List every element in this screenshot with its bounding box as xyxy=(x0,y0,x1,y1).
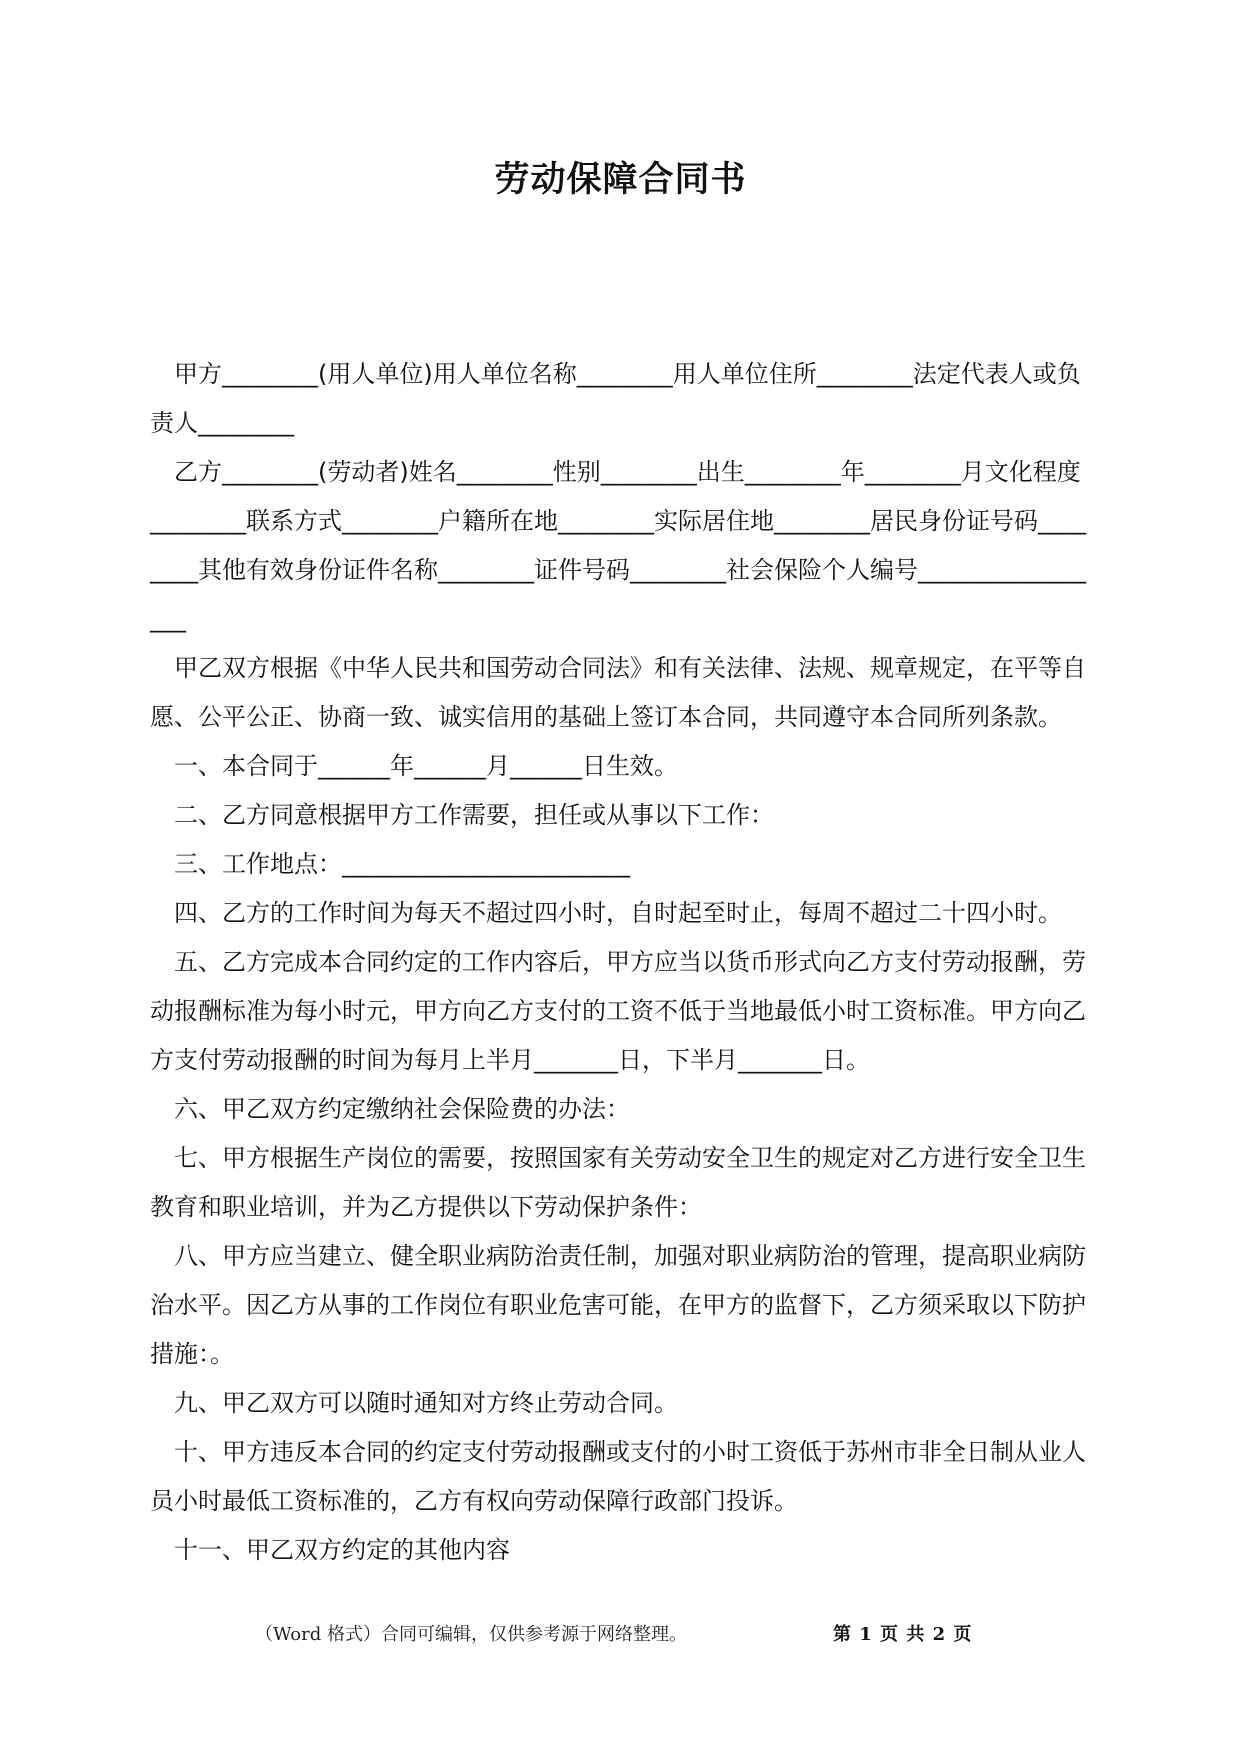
clause-5-pay: 五、乙方完成本合同约定的工作内容后，甲方应当以货币形式向乙方支付劳动报酬，劳动报酬标准为每小时元，甲方向乙方支付的工资不低于当地最低小时工资标准。甲方向乙方支付劳动报酬的时间为每月上半月_______日，下半月_______日。 xyxy=(150,948,1086,1074)
clause-11-other: 十一、甲乙双方约定的其他内容 xyxy=(174,1536,510,1564)
clause-8-occupational-disease: 八、甲方应当建立、健全职业病防治责任制，加强对职业病防治的管理，提高职业病防治水平。因乙方从事的工作岗位有职业危害可能，在甲方的监督下，乙方须采取以下防护措施：。 xyxy=(150,1242,1086,1368)
clause-10-complaint: 十、甲方违反本合同的约定支付劳动报酬或支付的小时工资低于苏州市非全日制从业人员小时最低工资标准的，乙方有权向劳动保障行政部门投诉。 xyxy=(150,1438,1086,1515)
clause-7-safety: 七、甲方根据生产岗位的需要，按照国家有关劳动安全卫生的规定对乙方进行安全卫生教育和职业培训，并为乙方提供以下劳动保护条件： xyxy=(150,1144,1086,1221)
page-footer xyxy=(0,1620,1241,1650)
clause-9-termination: 九、甲乙双方可以随时通知对方终止劳动合同。 xyxy=(174,1389,678,1417)
clause-1-effective-date: 一、本合同于______年______月______日生效。 xyxy=(174,752,678,780)
clause-6-insurance: 六、甲乙双方约定缴纳社会保险费的办法： xyxy=(174,1095,630,1123)
page-number: 第 1 页 共 2 页 xyxy=(833,1624,973,1645)
paragraph-party-a: 甲方________(用人单位)用人单位名称________用人单位住所________法定代表人或负责人________ xyxy=(150,360,1081,437)
paragraph-party-b: 乙方________(劳动者)姓名________性别________出生________年________月文化程度________联系方式________户籍所在地________实际居住地________居民身份证号码________其他有效身份证件名称________证件号码________社会保险个人编号_________________ xyxy=(150,458,1086,633)
footer-note: （Word 格式）合同可编辑，仅供参考源于网络整理。 xyxy=(255,1624,687,1645)
paragraph-preamble: 甲乙双方根据《中华人民共和国劳动合同法》和有关法律、法规、规章规定，在平等自愿、公平公正、协商一致、诚实信用的基础上签订本合同，共同遵守本合同所列条款。 xyxy=(150,654,1086,731)
clause-3-workplace: 三、工作地点：________________________ xyxy=(174,850,630,878)
document-body xyxy=(150,350,1090,1575)
clause-2-job: 二、乙方同意根据甲方工作需要，担任或从事以下工作： xyxy=(174,801,774,829)
clause-4-hours: 四、乙方的工作时间为每天不超过四小时，自时起至时止，每周不超过二十四小时。 xyxy=(174,899,1062,927)
document-title: 劳动保障合同书 xyxy=(494,160,747,200)
